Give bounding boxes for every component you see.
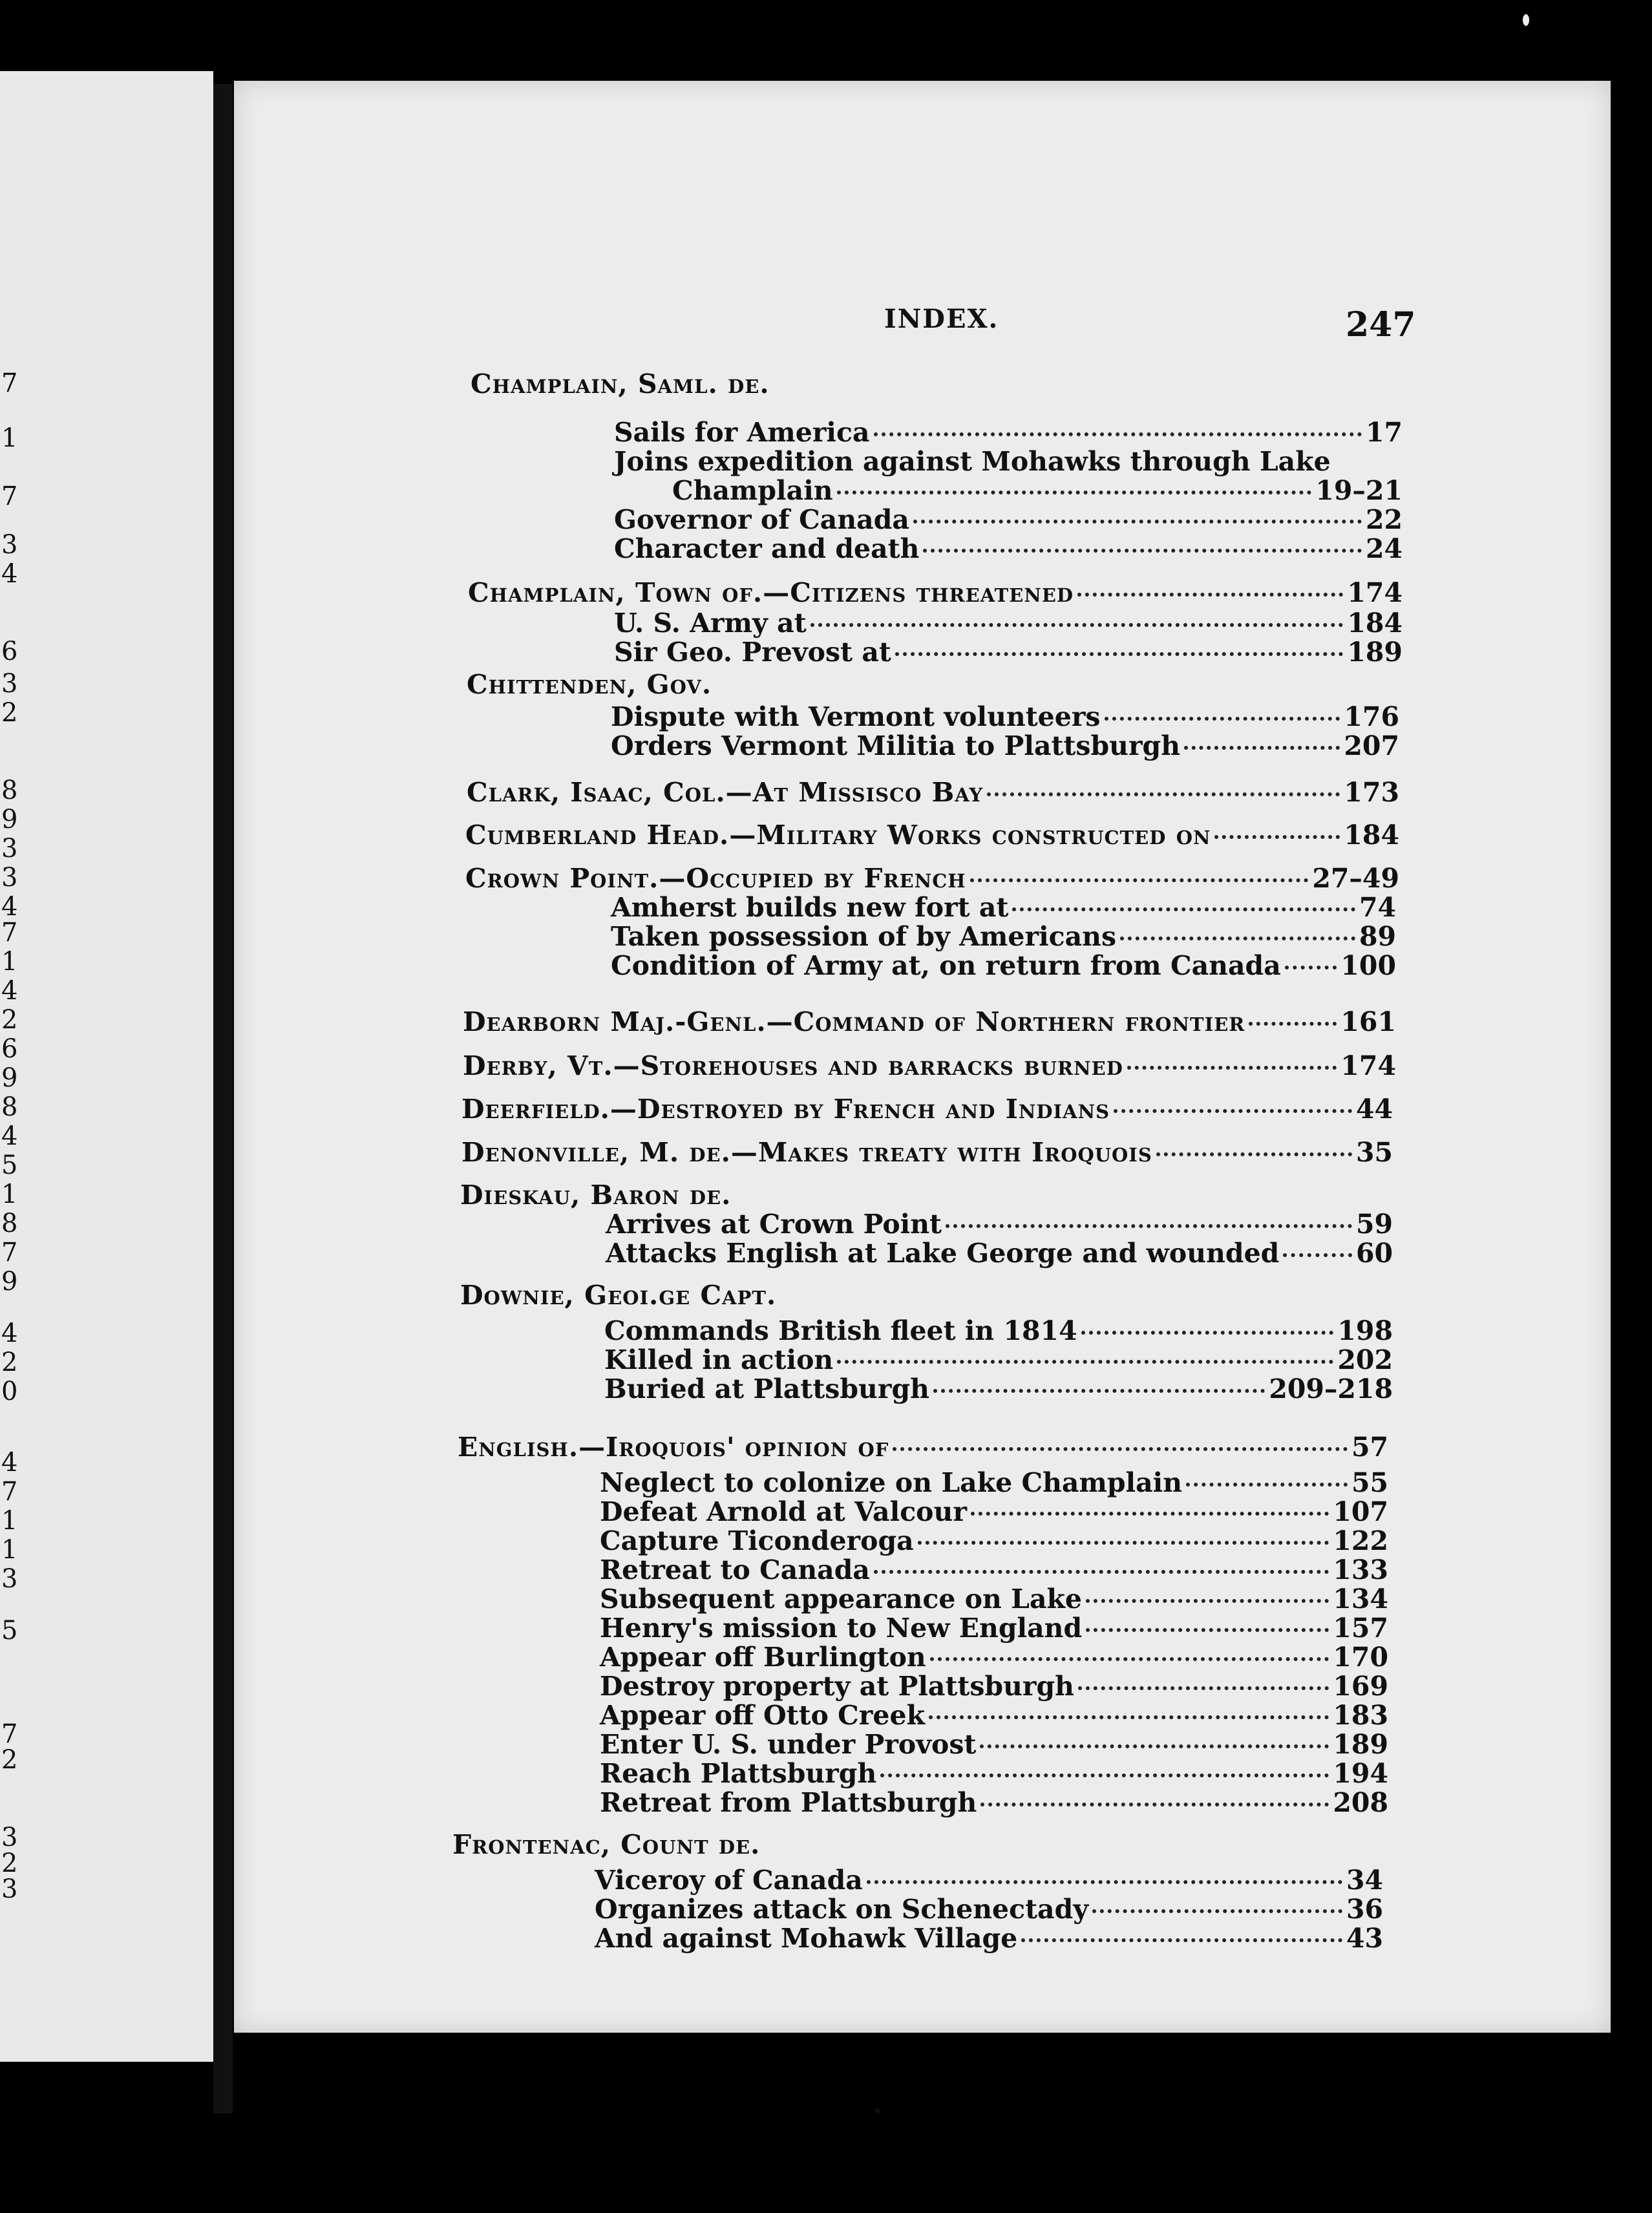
entry-subject: U. S. Army at	[614, 608, 807, 639]
page-reference: 100	[1340, 950, 1396, 981]
page-reference: 35	[1355, 1137, 1393, 1168]
page-reference: 198	[1337, 1315, 1393, 1346]
facing-page-margin-char: 4	[1, 1121, 18, 1151]
facing-page-margin-char: 3	[1, 834, 18, 863]
facing-page-margin-char: 3	[1, 1823, 18, 1852]
entry-subline	[614, 417, 1403, 447]
footer-mark	[875, 2108, 880, 2113]
entry-heading: Clark, Isaac, Col.—At Missisco Bay	[467, 777, 984, 808]
facing-page-margin-char: 6	[1, 1034, 18, 1064]
page-reference: 19–21	[1315, 475, 1403, 506]
entry-subline	[611, 921, 1396, 951]
entry-heading-row	[461, 1094, 1393, 1123]
entry-subline	[614, 637, 1403, 666]
entry-heading: Deerfield.—Destroyed by French and Indians	[461, 1094, 1110, 1125]
page-reference: 183	[1333, 1700, 1388, 1731]
entry-subject: Killed in action	[604, 1344, 834, 1375]
dot-leader	[929, 1715, 1329, 1719]
entry-subline	[611, 892, 1396, 922]
entry-heading: Dieskau, Baron de.	[460, 1180, 732, 1211]
page-reference: 133	[1333, 1554, 1388, 1585]
page-reference: 174	[1347, 577, 1403, 608]
facing-page-margin-char: 3	[1, 530, 18, 560]
dot-leader	[874, 1570, 1329, 1574]
entry-subline	[614, 608, 1403, 637]
page-reference: 184	[1347, 608, 1403, 639]
entry-subline	[611, 730, 1399, 760]
page-reference: 27–49	[1312, 863, 1399, 894]
entry-subject: Champlain	[672, 475, 833, 506]
entry-subject: Subsequent appearance on Lake	[600, 1583, 1083, 1615]
dot-leader	[946, 1224, 1352, 1228]
facing-page-margin-char: 1	[1, 1506, 18, 1536]
facing-page-margin-char: 7	[1, 1477, 18, 1507]
page-reference: 157	[1333, 1613, 1388, 1644]
page-reference: 170	[1333, 1642, 1388, 1673]
facing-page-margin-char: 7	[1, 918, 18, 948]
entry-heading-row	[465, 863, 1399, 893]
facing-page-margin-char: 5	[1, 1616, 18, 1646]
dot-leader	[1077, 593, 1343, 597]
dot-leader	[1186, 1483, 1348, 1487]
facing-page-margin-char: 4	[1, 1448, 18, 1477]
facing-page-margin-char: 2	[1, 1848, 18, 1878]
dot-leader	[837, 1360, 1333, 1364]
page-reference: 24	[1365, 533, 1403, 564]
page-reference: 60	[1355, 1238, 1393, 1269]
book-spine	[213, 84, 233, 2113]
entry-subline	[595, 1865, 1383, 1894]
entry-subject: Retreat to Canada	[600, 1554, 870, 1585]
dot-leader	[930, 1657, 1329, 1661]
dot-leader	[1114, 1109, 1352, 1113]
entry-subject: Arrives at Crown Point	[606, 1209, 942, 1240]
entry-subject: Taken possession of by Americans	[611, 921, 1117, 952]
page-reference: 194	[1333, 1758, 1388, 1789]
entry-subject: And against Mohawk Village	[595, 1923, 1018, 1954]
entry-subject: Enter U. S. under Provost	[600, 1729, 977, 1760]
facing-page-margin-char: 4	[1, 1318, 18, 1348]
entry-subline	[604, 1315, 1393, 1345]
entry-heading-row	[458, 1432, 1388, 1461]
facing-page-margin-char: 5	[1, 1150, 18, 1180]
entry-heading: Derby, Vt.—Storehouses and barracks burned	[463, 1050, 1123, 1081]
page-reference: 207	[1344, 730, 1399, 761]
dot-leader	[1127, 1066, 1337, 1070]
entry-heading-row	[463, 1050, 1396, 1080]
entry-heading: Denonville, M. de.—Makes treaty with Iroquois	[461, 1137, 1152, 1168]
page-reference: 59	[1355, 1209, 1393, 1240]
entry-heading: English.—Iroquois' opinion of	[458, 1432, 889, 1463]
entry-subline	[595, 1894, 1383, 1923]
page-reference: 57	[1351, 1432, 1388, 1463]
dot-leader	[980, 1744, 1329, 1748]
page-reference: 208	[1333, 1787, 1388, 1818]
page-reference: 74	[1359, 892, 1396, 923]
dot-leader	[987, 792, 1340, 796]
page-reference: 161	[1340, 1006, 1396, 1037]
entry-subject: Amherst builds new fort at	[611, 892, 1009, 923]
page-reference: 44	[1355, 1094, 1393, 1125]
facing-page-margin-char: 1	[1, 947, 18, 977]
facing-page-margin-char: 9	[1, 1063, 18, 1093]
dot-leader	[918, 1541, 1329, 1545]
dot-leader	[1012, 907, 1355, 911]
page-reference: 89	[1359, 921, 1396, 952]
dot-leader	[837, 491, 1312, 494]
facing-page-margin-char: 6	[1, 637, 18, 666]
entry-heading-row	[467, 777, 1399, 807]
dot-leader	[1285, 966, 1337, 969]
entry-subject: Sir Geo. Prevost at	[614, 637, 891, 668]
dot-leader	[867, 1880, 1342, 1884]
dot-leader	[1086, 1599, 1329, 1603]
entry-heading-row	[468, 577, 1403, 607]
facing-page-margin-char: 1	[1, 423, 18, 453]
entry-heading: Champlain, Saml. de.	[471, 368, 770, 399]
facing-page-margin-char: 7	[1, 1719, 18, 1749]
entry-subline	[606, 1238, 1393, 1267]
dot-leader	[874, 432, 1362, 436]
page-reference: 176	[1344, 701, 1399, 732]
dot-leader	[980, 1803, 1329, 1806]
page-reference: 122	[1333, 1525, 1388, 1556]
entry-subject: Henry's mission to New England	[600, 1613, 1083, 1644]
entry-subline	[604, 1373, 1393, 1403]
entry-heading: Frontenac, Count de.	[452, 1829, 761, 1860]
facing-page-margin-char: 7	[1, 482, 18, 511]
facing-page-margin-char: 1	[1, 1180, 18, 1209]
dot-leader	[895, 652, 1344, 656]
entry-subline	[600, 1525, 1388, 1555]
entry-subline	[600, 1496, 1388, 1526]
dot-leader	[913, 520, 1362, 524]
page-number: 247	[1346, 305, 1416, 344]
facing-page-margin-char: 2	[1, 698, 18, 728]
facing-page-margin-char: 4	[1, 892, 18, 922]
page-reference: 174	[1340, 1050, 1396, 1081]
scan-mark	[1523, 14, 1529, 26]
entry-subject: Appear off Otto Creek	[600, 1700, 925, 1731]
entry-subline	[600, 1787, 1388, 1817]
facing-page-margin-char: 3	[1, 1874, 18, 1904]
entry-heading-row	[463, 1006, 1396, 1036]
page-reference: 17	[1365, 417, 1403, 448]
entry-subject: Retreat from Plattsburgh	[600, 1787, 977, 1818]
entry-subline	[600, 1758, 1388, 1788]
entry-subject: Organizes attack on Schenectady	[595, 1894, 1089, 1925]
entry-heading: Dearborn Maj.-Genl.—Command of Northern frontier	[463, 1006, 1245, 1037]
entry-subline	[672, 475, 1403, 505]
dot-leader	[1120, 937, 1355, 940]
entry-subline	[600, 1642, 1388, 1671]
entry-subject: Reach Plattsburgh	[600, 1758, 877, 1789]
dot-leader	[1105, 717, 1340, 721]
dot-leader	[971, 1512, 1329, 1516]
entry-subject: Condition of Army at, on return from Canada	[611, 950, 1281, 981]
page-title: INDEX.	[884, 304, 999, 334]
dot-leader	[1078, 1686, 1329, 1690]
facing-page-margin-char: 7	[1, 1238, 18, 1267]
facing-page-margin-char: 8	[1, 776, 18, 805]
page-reference: 173	[1344, 777, 1399, 808]
dot-leader	[1021, 1938, 1342, 1942]
page-reference: 189	[1333, 1729, 1388, 1760]
entry-subject: Character and death	[614, 533, 920, 564]
facing-page-margin-char: 2	[1, 1348, 18, 1377]
facing-page-margin-char: 2	[1, 1745, 18, 1775]
entry-subject: Appear off Burlington	[600, 1642, 926, 1673]
page-reference: 22	[1365, 504, 1403, 535]
facing-page-margin-char: 4	[1, 976, 18, 1006]
entry-subline	[614, 533, 1403, 563]
dot-leader	[1156, 1152, 1352, 1156]
facing-page-edge	[0, 71, 213, 2062]
entry-heading: Crown Point.—Occupied by French	[465, 863, 966, 894]
entry-subject: Sails for America	[614, 417, 870, 448]
dot-leader	[923, 549, 1362, 553]
entry-subline	[600, 1729, 1388, 1759]
entry-subject: Viceroy of Canada	[595, 1865, 863, 1896]
dot-leader	[810, 623, 1344, 627]
entry-subline	[614, 446, 1351, 476]
facing-page-margin-char: 2	[1, 1005, 18, 1035]
dot-leader	[1092, 1909, 1342, 1913]
facing-page-margin-char: 4	[1, 559, 18, 589]
facing-page-margin-char: 1	[1, 1535, 18, 1565]
entry-subline	[600, 1613, 1388, 1642]
entry-subline	[614, 504, 1403, 534]
page-reference: 202	[1337, 1344, 1393, 1375]
dot-leader	[1086, 1628, 1329, 1632]
page-reference: 189	[1347, 637, 1403, 668]
dot-leader	[1081, 1331, 1334, 1335]
entry-heading-row	[465, 820, 1399, 849]
dot-leader	[1249, 1022, 1337, 1026]
entry-subline	[611, 701, 1399, 731]
page-reference: 169	[1333, 1671, 1388, 1702]
facing-page-margin-char: 9	[1, 805, 18, 834]
entry-subject: Dispute with Vermont volunteers	[611, 701, 1101, 732]
page-reference: 107	[1333, 1496, 1388, 1527]
entry-heading: Chittenden, Gov.	[467, 669, 712, 700]
page-reference: 209–218	[1269, 1373, 1393, 1404]
entry-subject: Orders Vermont Militia to Plattsburgh	[611, 730, 1181, 761]
facing-page-margin-char: 9	[1, 1267, 18, 1297]
dot-leader	[933, 1389, 1265, 1393]
entry-subline	[600, 1554, 1388, 1584]
entry-subject: Buried at Plattsburgh	[604, 1373, 929, 1404]
dot-leader	[970, 878, 1309, 882]
dot-leader	[880, 1774, 1329, 1777]
entry-subline	[600, 1671, 1388, 1700]
facing-page-margin-char: 8	[1, 1092, 18, 1122]
page-reference: 43	[1346, 1923, 1383, 1954]
facing-page-margin-char: 7	[1, 368, 18, 398]
facing-page-margin-char: 3	[1, 669, 18, 699]
facing-page-margin-char: 3	[1, 863, 18, 893]
entry-subline	[606, 1209, 1393, 1238]
entry-heading: Cumberland Head.—Military Works constructed on	[465, 820, 1211, 851]
dot-leader	[1184, 746, 1340, 750]
facing-page-margin-char: 8	[1, 1209, 18, 1238]
facing-page-margin-char: 3	[1, 1564, 18, 1594]
entry-subject: Neglect to colonize on Lake Champlain	[600, 1467, 1183, 1498]
entry-subline	[600, 1467, 1388, 1497]
dot-leader	[1283, 1253, 1352, 1257]
dot-leader	[893, 1447, 1348, 1451]
entry-heading-row	[461, 1137, 1393, 1167]
entry-heading: Downie, Geoi.ge Capt.	[460, 1280, 777, 1311]
page-reference: 134	[1333, 1583, 1388, 1615]
entry-subline	[595, 1923, 1383, 1953]
entry-subject: Destroy property at Plattsburgh	[600, 1671, 1074, 1702]
entry-subject: Attacks English at Lake George and wounded	[606, 1238, 1280, 1269]
entry-heading: Champlain, Town of.—Citizens threatened	[468, 577, 1074, 608]
entry-subject: Defeat Arnold at Valcour	[600, 1496, 967, 1527]
entry-subject: Joins expedition against Mohawks through Lake	[614, 446, 1331, 477]
dot-leader	[1214, 835, 1340, 839]
page-reference: 34	[1346, 1865, 1383, 1896]
page-reference: 55	[1351, 1467, 1388, 1498]
entry-subject: Commands British fleet in 1814	[604, 1315, 1077, 1346]
entry-subline	[600, 1700, 1388, 1730]
entry-subline	[600, 1583, 1388, 1613]
entry-subline	[611, 950, 1396, 980]
entry-subline	[604, 1344, 1393, 1374]
facing-page-margin-char: 0	[1, 1377, 18, 1406]
page-reference: 36	[1346, 1894, 1383, 1925]
page-reference: 184	[1344, 820, 1399, 851]
entry-subject: Capture Ticonderoga	[600, 1525, 914, 1556]
entry-subject: Governor of Canada	[614, 504, 909, 535]
